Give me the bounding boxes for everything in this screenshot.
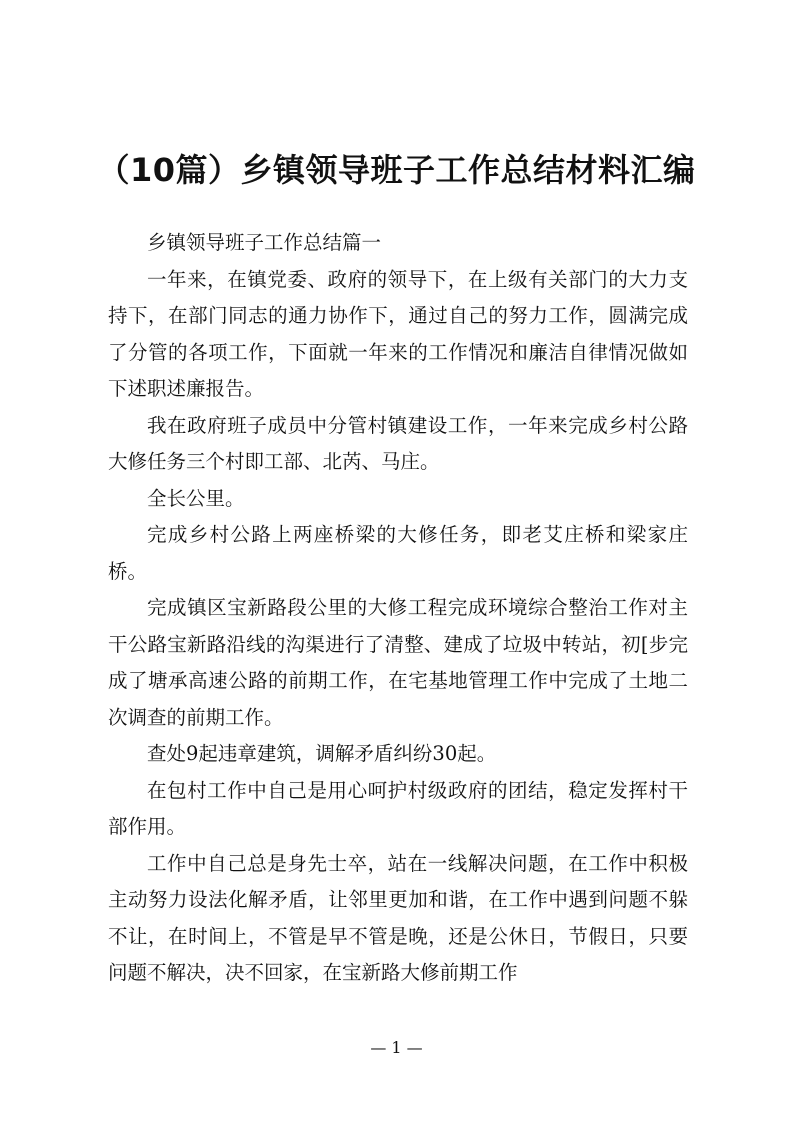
paragraph: 一年来，在镇党委、政府的领导下，在上级有关部门的大力支持下，在部门同志的通力协作下，通过自己的努力工作，圆满完成了分管的各项工作，下面就一年来的工作情况和廉洁自律情况做如下述职述廉报告。 — [108, 267, 688, 400]
paragraph: 全长公里。 — [147, 486, 245, 510]
section-heading: 乡镇领导班子工作总结篇一 — [147, 231, 382, 254]
paragraph: 完成乡村公路上两座桥梁的大修任务，即老艾庄桥和梁家庄桥。 — [108, 523, 688, 583]
paragraph: 查处9起违章建筑，调解矛盾纠纷30起。 — [147, 742, 497, 765]
document-body — [108, 225, 688, 992]
paragraph: 在包村工作中自己是用心呵护村级政府的团结，稳定发挥村干部作用。 — [108, 778, 688, 838]
document-title: （10篇）乡镇领导班子工作总结材料汇编 — [97, 151, 696, 189]
paragraph: 完成镇区宝新路段公里的大修工程完成环境综合整治工作对主干公路宝新路沿线的沟渠进行了清整、建成了垃圾中转站，初[步完成了塘承高速公路的前期工作，在宅基地管理工作中完成了土地二次调查的前期工作。 — [108, 596, 688, 729]
page-number: — 1 — — [370, 1038, 423, 1057]
paragraph: 我在政府班子成员中分管村镇建设工作，一年来完成乡村公路大修任务三个村即工部、北芮、马庄。 — [108, 413, 688, 473]
paragraph: 工作中自己总是身先士卒，站在一线解决问题，在工作中积极主动努力设法化解矛盾，让邻里更加和谐，在工作中遇到问题不躲不让，在时间上，不管是早不管是晚，还是公休日，节假日，只要问题不解决，决不回家，在宝新路大修前期工作 — [108, 851, 688, 984]
